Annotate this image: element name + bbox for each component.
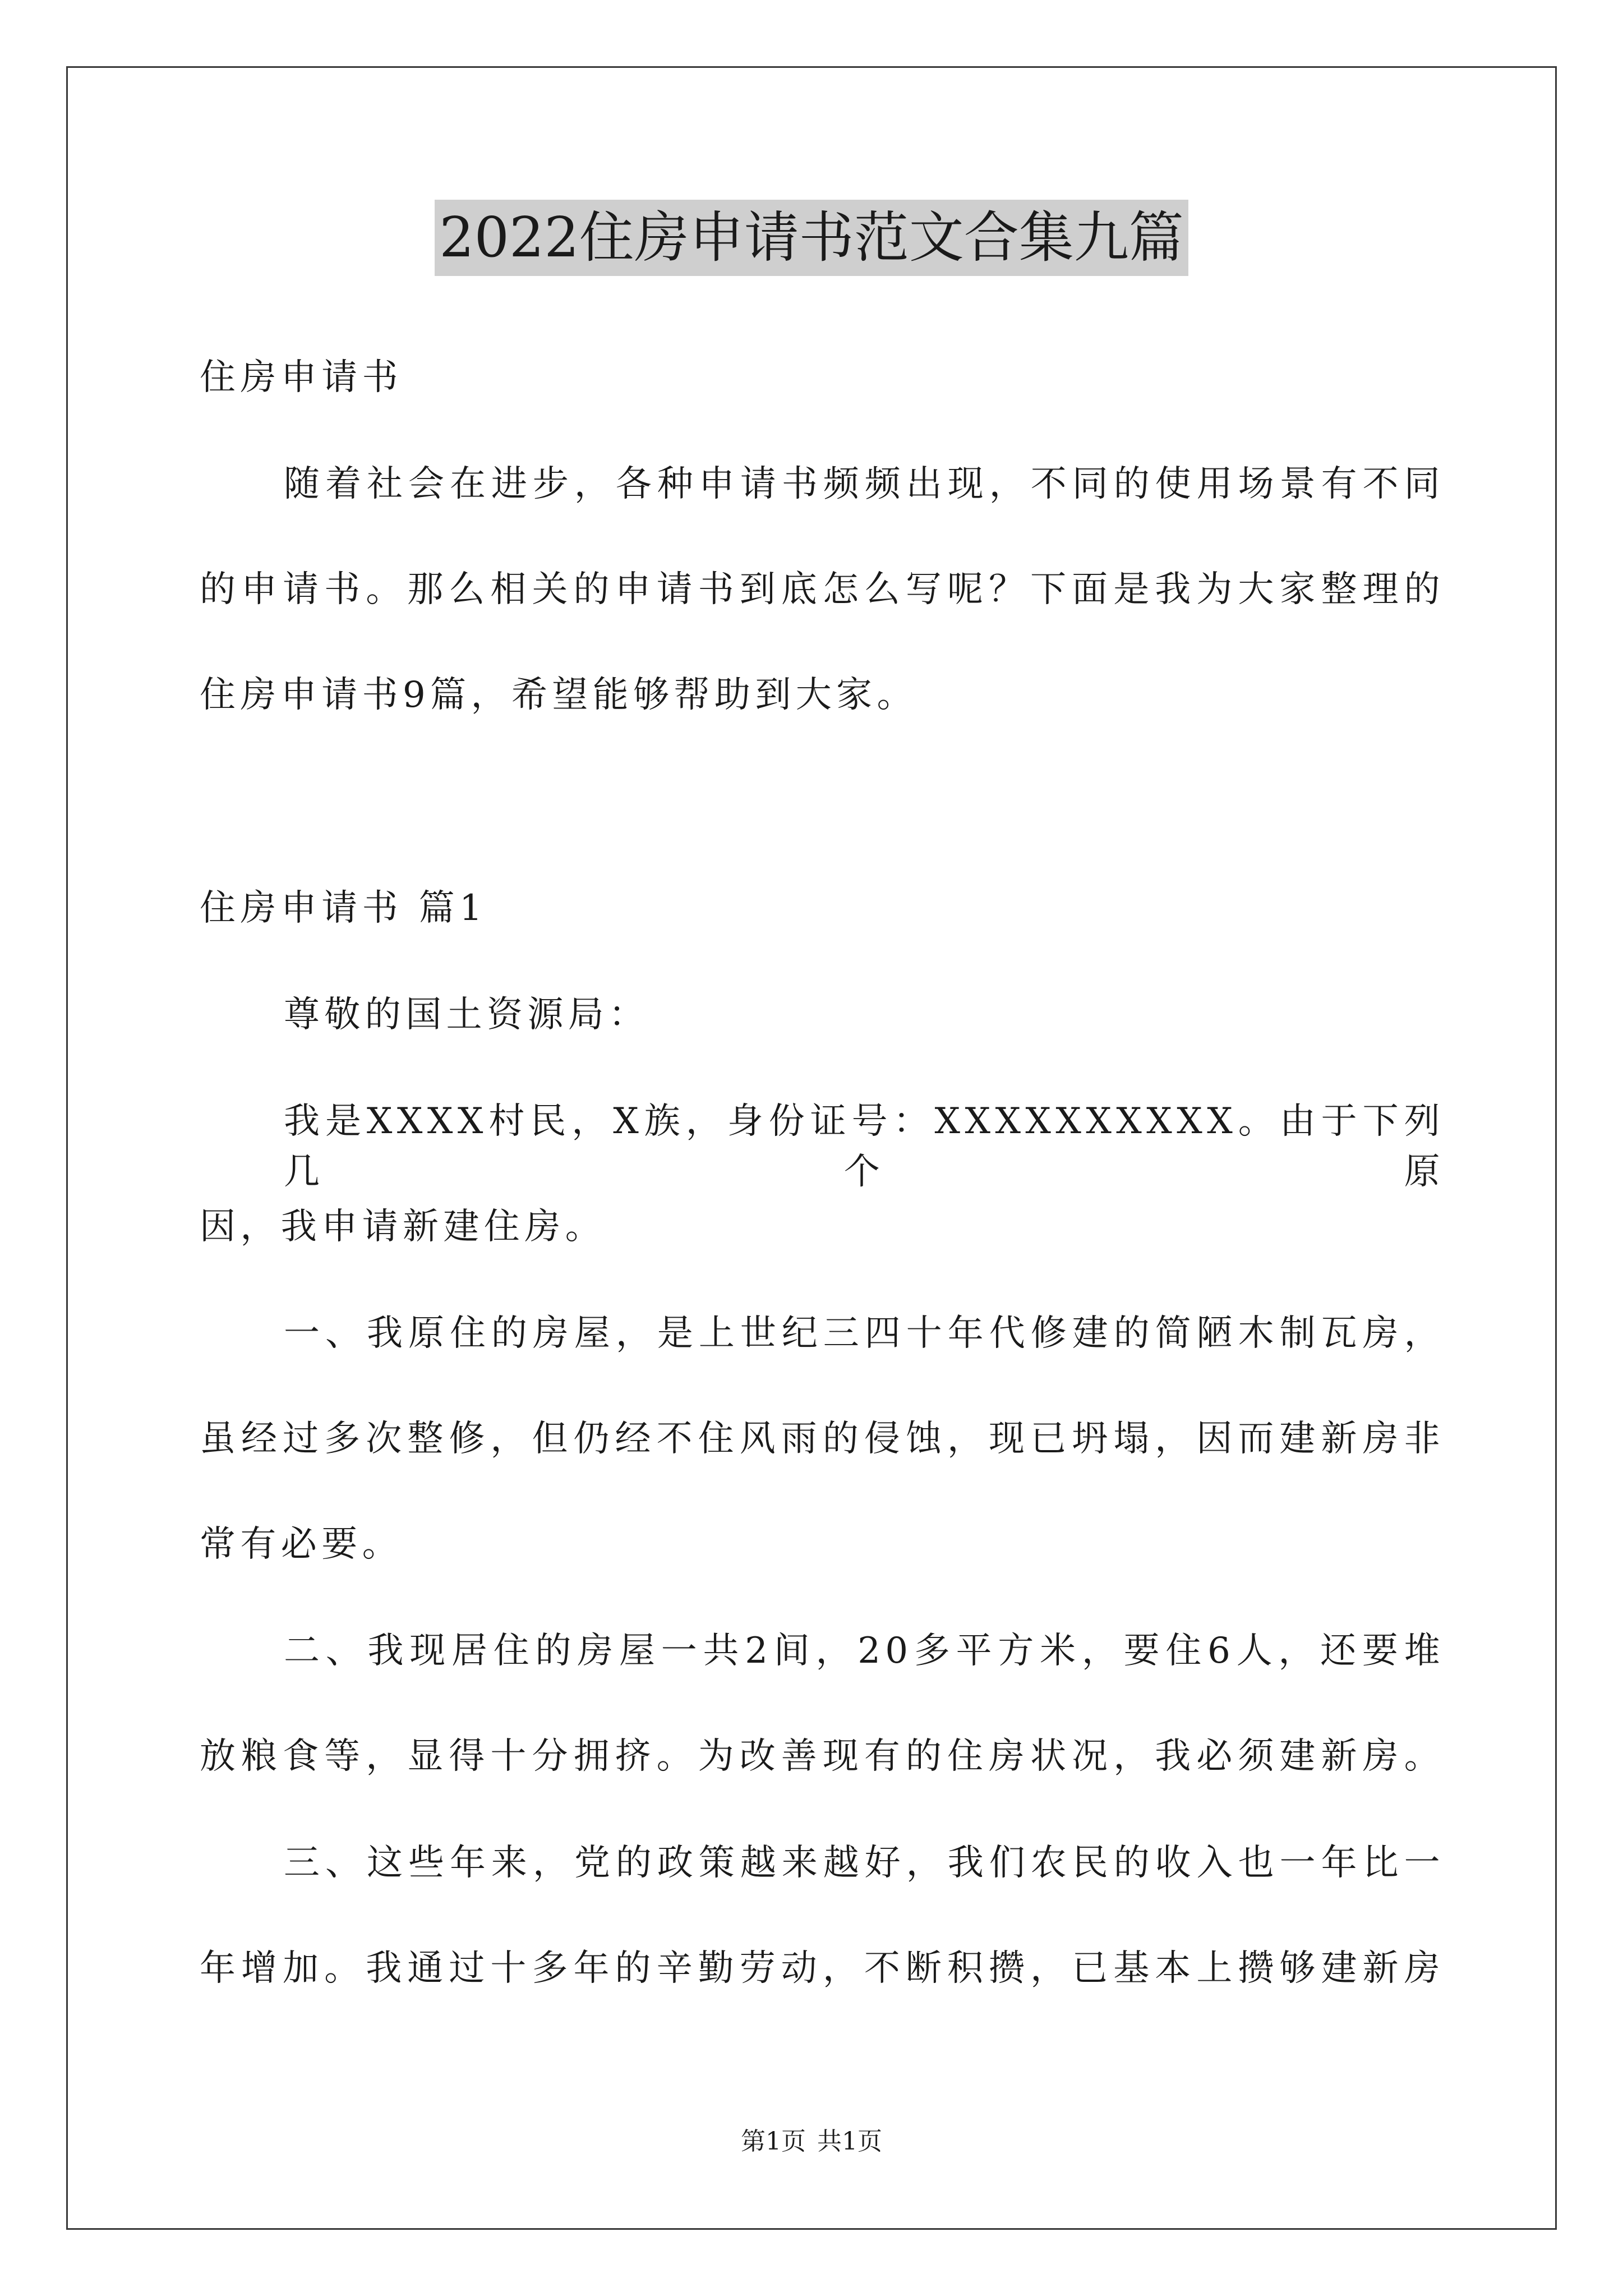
- paragraph-line: 常有必要。: [200, 1524, 403, 1565]
- paragraph-line: 年增加。我通过十多年的辛勤劳动，不断积攒，已基本上攒够建新房: [200, 1948, 1445, 1989]
- paragraph-line: 虽经过多次整修，但仍经不住风雨的侵蚀，现已坍塌，因而建新房非: [200, 1418, 1445, 1460]
- paragraph-line: 二、我现居住的房屋一共2间，20多平方米，要住6人，还要堆: [284, 1630, 1445, 1672]
- paragraph-line: 随着社会在进步，各种申请书频频出现，不同的使用场景有不同: [284, 463, 1445, 505]
- page-number: 第1页: [741, 2127, 806, 2156]
- page-total: 共1页: [817, 2127, 882, 2156]
- salutation: 尊敬的国土资源局：: [284, 994, 649, 1036]
- paragraph-line: 的申请书。那么相关的申请书到底怎么写呢？下面是我为大家整理的: [200, 569, 1445, 610]
- paragraph-line: 一、我原住的房屋，是上世纪三四十年代修建的简陋木制瓦房，: [284, 1313, 1445, 1354]
- section-heading: 住房申请书: [200, 357, 403, 398]
- paragraph-line: 放粮食等，显得十分拥挤。为改善现有的住房状况，我必须建新房。: [200, 1736, 1445, 1777]
- page-footer: [0, 2125, 1623, 2159]
- paragraph-line: 我是XXXX村民，X族，身份证号：XXXXXXXXXX。由于下列几个原: [284, 1101, 1445, 1193]
- paragraph-line: 因，我申请新建住房。: [200, 1206, 606, 1248]
- title-container: [0, 200, 1623, 276]
- paragraph-line: 三、这些年来，党的政策越来越好，我们农民的收入也一年比一: [284, 1842, 1445, 1884]
- paragraph-line: 住房申请书9篇，希望能够帮助到大家。: [200, 674, 917, 716]
- section-heading: 住房申请书 篇1: [200, 887, 487, 929]
- document-title: 2022住房申请书范文合集九篇: [435, 200, 1188, 276]
